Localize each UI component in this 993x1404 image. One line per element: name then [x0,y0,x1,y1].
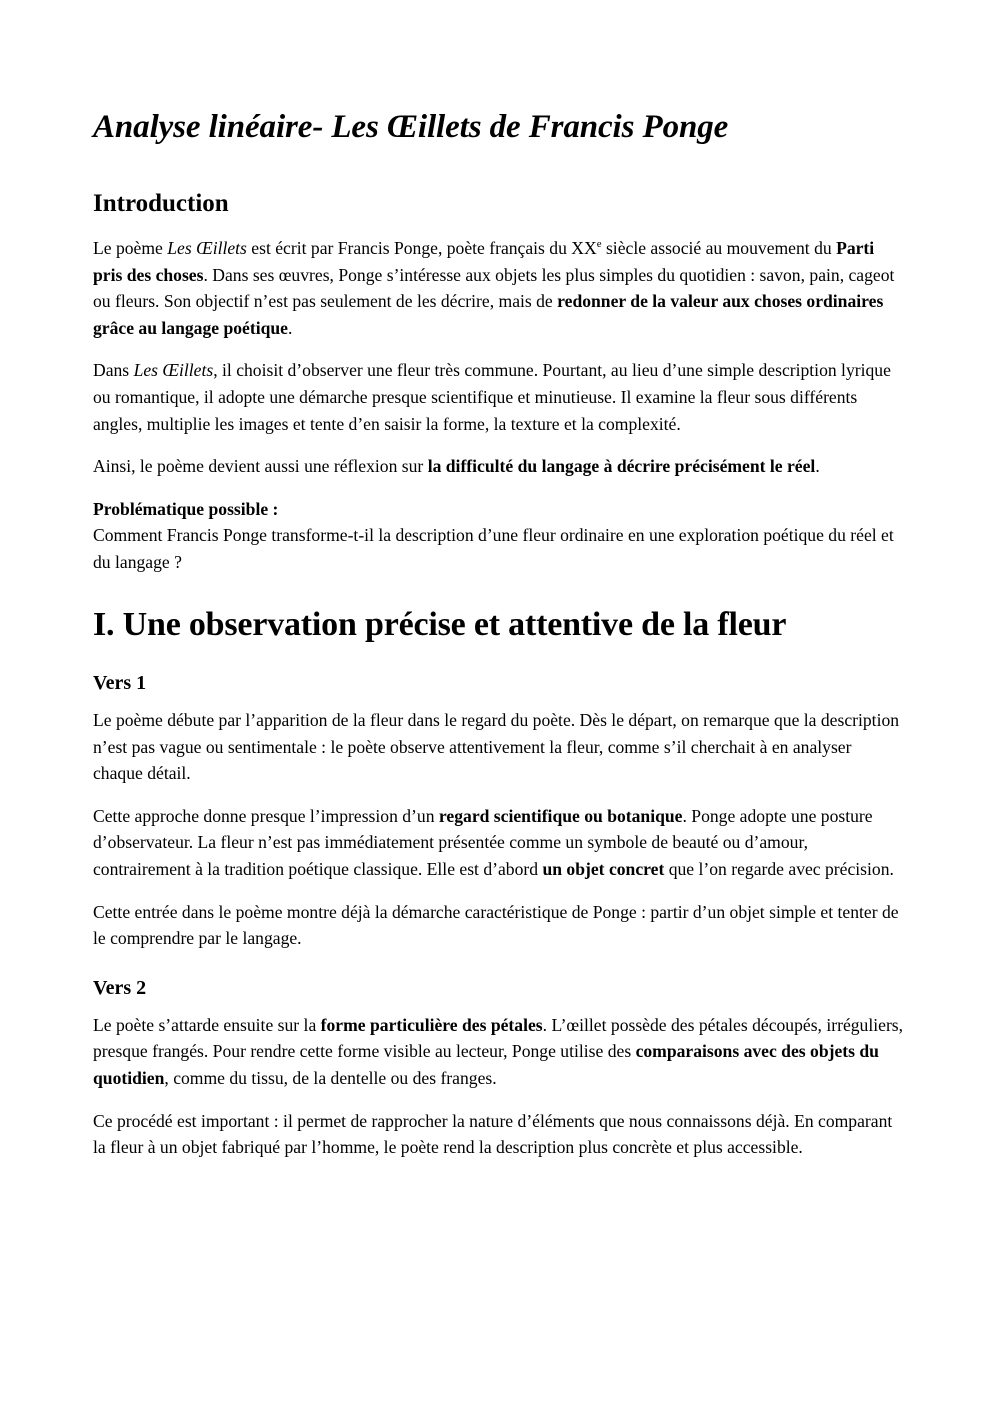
text-run: , il choisit d’observer une fleur très commune. Pourtant, au lieu d’une simple description lyrique ou romantique, il adopte une démarche presque scientifique et minutieuse. Il examine la fleur sous différents angles, multiplie les images et tente d’en saisir la forme, la texture et la complexité. [93,360,891,434]
text-run: . Ponge adopte une posture d’observateur. La fleur n’est pas immédiatement présentée comme un symbole de beauté ou d’amour, contrairement à la tradition poétique classique. Elle est d’abord [93,805,873,879]
text-run: que l’on regarde avec précision. [664,858,894,879]
problematique-label: Problématique possible : [93,498,279,519]
bold-run: redonner de la valeur aux choses ordinaires grâce au langage poétique [93,291,884,338]
problematique-block [93,496,905,576]
italic-title-run: Les Œillets [133,360,214,381]
heading-vers-2: Vers 2 [93,976,147,999]
italic-title-run: Les Œillets [167,237,247,258]
text-run: Le poème [93,237,168,258]
text-run: . [287,317,293,338]
heading-introduction: Introduction [93,189,229,217]
text-run: Ainsi, le poème devient aussi une réflexion sur [93,456,428,477]
text-run: Le poète s’attarde ensuite sur la [93,1014,321,1035]
problematique-text: Comment Francis Ponge transforme-t-il la description d’une fleur ordinaire en une exploration poétique du réel et du langage ? [93,525,894,572]
superscript-ordinal: e [596,238,602,251]
text-run: . Dans ses œuvres, Ponge s’intéresse aux objets les plus simples du quotidien : savon, pain, cageot ou fleurs. Son objectif n’est pas seulement de les décrire, mais de [93,264,895,312]
bold-run: Parti pris des choses [93,237,875,285]
bold-run: comparaisons avec des objets du quotidien [93,1041,879,1088]
heading-vers-1: Vers 1 [93,671,147,694]
intro-paragraph-1 [93,235,905,341]
bold-run: regard scientifique ou botanique [438,805,683,826]
text-run: . L’œillet possède des pétales découpés, irréguliers, presque frangés. Pour rendre cette forme visible au lecteur, Ponge utilise des [93,1014,904,1062]
vers2-paragraph-1 [93,1012,905,1092]
vers1-paragraph-2 [93,803,905,883]
text-run: . [815,456,820,477]
text-run: Dans [93,360,134,381]
intro-paragraph-3 [93,453,905,480]
text-run: est écrit par Francis Ponge, poète français du XX [246,237,597,258]
text-run: siècle associé au mouvement du [601,237,837,258]
heading-part-one: I. Une observation précise et attentive de la fleur [93,606,787,644]
bold-run: la difficulté du langage à décrire précisément le réel [427,456,816,477]
intro-paragraph-2 [93,357,905,437]
bold-run: un objet concret [542,858,665,879]
vers1-paragraph-1: Le poème débute par l’apparition de la fleur dans le regard du poète. Dès le départ, on remarque que la description n’est pas vague ou sentimentale : le poète observe attentivement la fleur, comme s’il cherchait à en analyser chaque détail. [93,709,900,784]
vers2-paragraph-2: Ce procédé est important : il permet de rapprocher la nature d’éléments que nous connaissons déjà. En comparant la fleur à un objet fabriqué par l’homme, le poète rend la description plus concrète et plus accessible. [93,1110,893,1158]
bold-run: forme particulière des pétales [320,1014,543,1035]
page-title: Analyse linéaire- Les Œillets de Francis Ponge [93,109,729,145]
vers1-paragraph-3: Cette entrée dans le poème montre déjà la démarche caractéristique de Ponge : partir d’un objet simple et tenter de le comprendre par le langage. [93,901,899,949]
text-run: , comme du tissu, de la dentelle ou des franges. [164,1067,497,1088]
text-run: Cette approche donne presque l’impression d’un [93,805,439,826]
